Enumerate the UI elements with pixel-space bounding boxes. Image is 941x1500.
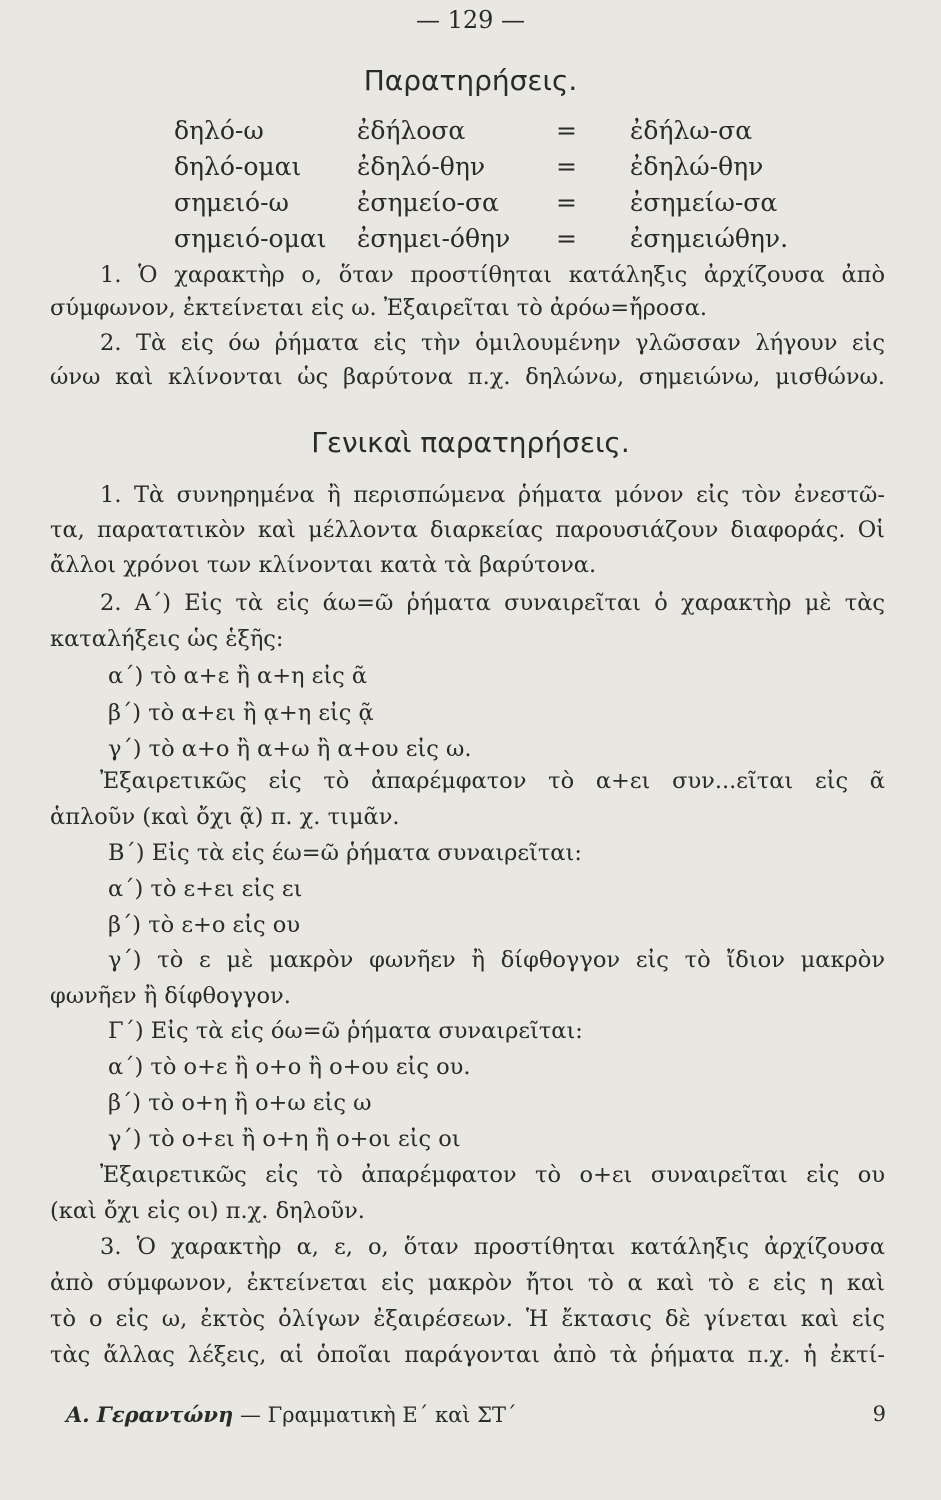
text-line: β΄) τὸ ε+ο εἰς ου xyxy=(108,912,300,938)
text-line: 2. Α΄) Εἰς τὰ εἰς άω=ῶ ῥήματα συναιρεῖται ὁ χαρακτὴρ μὲ τὰς xyxy=(100,590,885,616)
text-line: β΄) τὸ α+ει ἢ ᾳ+η εἰς ᾷ xyxy=(108,700,374,726)
table-cell: ἐδηλό-θην xyxy=(357,152,486,181)
text-line: α΄) τὸ ο+ε ἢ ο+ο ἢ ο+ου εἰς ου. xyxy=(108,1054,471,1080)
table-cell: σημειό-ομαι xyxy=(174,224,327,253)
table-cell: σημειό-ω xyxy=(174,188,289,217)
text-line: ἀπὸ σύμφωνον, ἐκτείνεται εἰς μακρὸν ἤτοι τὸ α καὶ τὸ ε εἰς η καὶ xyxy=(50,1270,885,1296)
table-row xyxy=(0,116,941,152)
text-line: τὰς ἄλλας λέξεις, αἱ ὁποῖαι παράγονται ἀπὸ τὰ ῥήματα π.χ. ἡ ἐκτί- xyxy=(50,1342,885,1368)
text-line: (καὶ ὄχι εἰς οι) π.χ. δηλοῦν. xyxy=(50,1198,365,1224)
text-line: 1. Τὰ συνηρημένα ἢ περισπώμενα ῥήματα μόνον εἰς τὸν ἐνεστῶ- xyxy=(100,482,885,508)
text-line: τὸ ο εἰς ω, ἐκτὸς ὀλίγων ἐξαιρέσεων. Ἡ ἔκτασις δὲ γίνεται καὶ εἰς xyxy=(50,1306,885,1332)
table-cell: ἐσημείω-σα xyxy=(630,188,778,217)
footer-title: — Γραμματικὴ Ε΄ καὶ ΣΤ΄ xyxy=(239,1403,517,1427)
page-number: — 129 — xyxy=(415,6,526,34)
text-line: γ΄) τὸ ο+ει ἢ ο+η ἢ ο+οι εἰς οι xyxy=(108,1126,461,1152)
footer-author: Α. Γεραντώνη xyxy=(66,1402,234,1427)
table-cell: ἐσημειώθην. xyxy=(630,224,789,253)
table-row xyxy=(0,188,941,224)
table-cell: ἐσημείο-σα xyxy=(357,188,499,217)
text-line: φωνῆεν ἢ δίφθογγον. xyxy=(50,983,291,1009)
text-line: β΄) τὸ ο+η ἢ ο+ω εἰς ω xyxy=(108,1090,372,1116)
table-cell: ἐσημει-όθην xyxy=(357,224,511,253)
table-cell: = xyxy=(556,116,577,145)
text-line: Γ΄) Εἰς τὰ εἰς όω=ῶ ῥήματα συναιρεῖται: xyxy=(108,1018,583,1044)
table-cell: = xyxy=(556,152,577,181)
table-cell: δηλό-ω xyxy=(174,116,264,145)
table-cell: ἐδήλω-σα xyxy=(630,116,753,145)
footer xyxy=(66,1402,886,1427)
text-line: α΄) τὸ α+ε ἢ α+η εἰς ᾶ xyxy=(108,663,368,689)
text-line: ἁπλοῦν (καὶ ὄχι ᾷ) π. χ. τιμᾶν. xyxy=(50,804,400,830)
footer-signature: 9 xyxy=(872,1402,886,1426)
text-line: τα, παρατατικὸν καὶ μέλλοντα διαρκείας παρουσιάζουν διαφοράς. Οἱ xyxy=(50,517,885,543)
text-line: 1. Ὁ χαρακτὴρ ο, ὅταν προστίθηται κατάληξις ἀρχίζουσα ἀπὸ xyxy=(100,262,885,288)
text-line: σύμφωνον, ἐκτείνεται εἰς ω. Ἐξαιρεῖται τὸ ἀρόω=ἤροσα. xyxy=(50,295,708,321)
text-line: α΄) τὸ ε+ει εἰς ει xyxy=(108,876,303,902)
text-line: Β΄) Εἰς τὰ εἰς έω=ῶ ῥήματα συναιρεῖται: xyxy=(108,840,582,866)
table-cell: ἐδηλώ-θην xyxy=(630,152,764,181)
table-cell: = xyxy=(556,224,577,253)
table-row xyxy=(0,152,941,188)
heading-general-observations: Γενικαὶ παρατηρήσεις. xyxy=(311,426,630,459)
text-line: ώνω καὶ κλίνονται ὡς βαρύτονα π.χ. δηλώνω, σημειώνω, μισθώνω. xyxy=(50,364,885,390)
table-cell: ἐδήλοσα xyxy=(357,116,466,145)
table-row xyxy=(0,224,941,260)
text-line: Ἐξαιρετικῶς εἰς τὸ ἀπαρέμφατον τὸ α+ει συν...εῖται εἰς ᾶ xyxy=(100,768,885,794)
table-cell: = xyxy=(556,188,577,217)
text-line: Ἐξαιρετικῶς εἰς τὸ ἀπαρέμφατον τὸ ο+ει συναιρεῖται εἰς ου xyxy=(100,1162,885,1188)
text-line: ἄλλοι χρόνοι των κλίνονται κατὰ τὰ βαρύτονα. xyxy=(50,552,597,578)
table-cell: δηλό-ομαι xyxy=(174,152,302,181)
text-line: 2. Τὰ εἰς όω ῥήματα εἰς τὴν ὁμιλουμένην γλῶσσαν λήγουν εἰς xyxy=(100,330,885,356)
text-line: γ΄) τὸ ε μὲ μακρὸν φωνῆεν ἢ δίφθογγον εἰς τὸ ἴδιον μακρὸν xyxy=(108,947,885,973)
text-line: 3. Ὁ χαρακτὴρ α, ε, ο, ὅταν προστίθηται κατάληξις ἀρχίζουσα xyxy=(100,1234,885,1260)
text-line: καταλήξεις ὡς ἑξῆς: xyxy=(50,626,284,652)
text-line: γ΄) τὸ α+ο ἢ α+ω ἢ α+ου εἰς ω. xyxy=(108,736,472,762)
heading-observations: Παρατηρήσεις. xyxy=(363,64,578,97)
